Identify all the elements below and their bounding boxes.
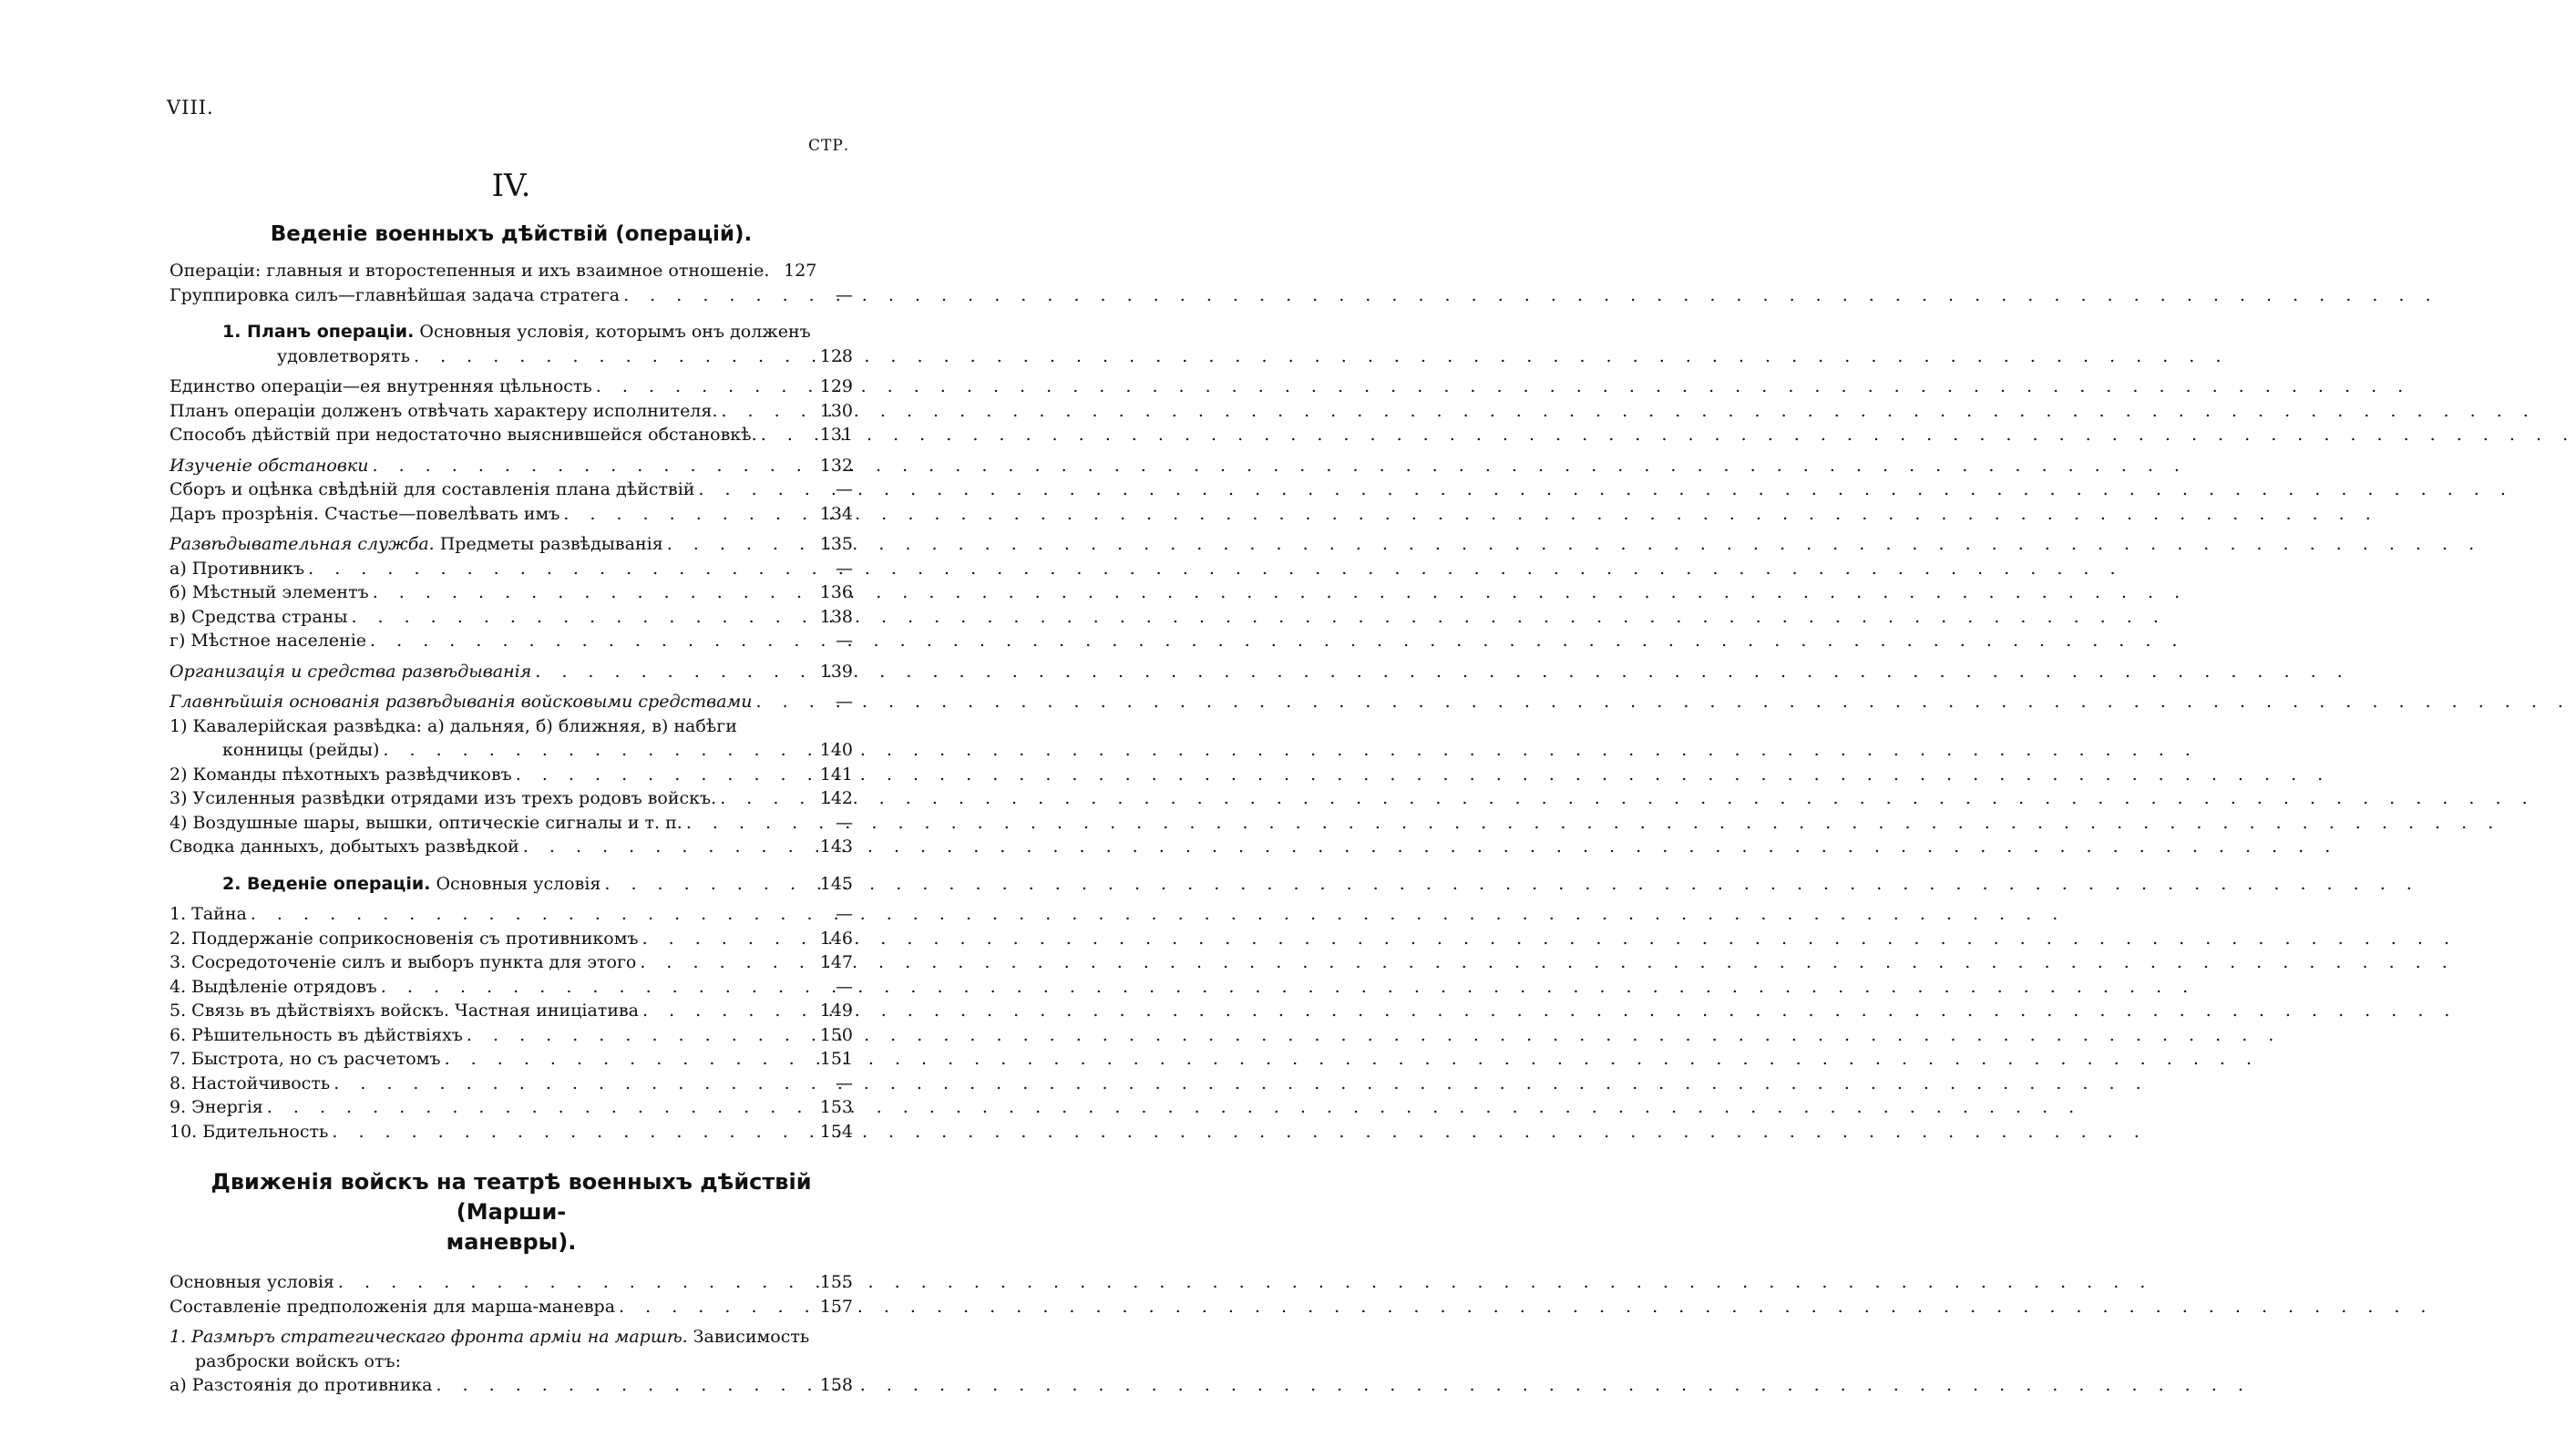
toc-entry-text: 4. Выдѣленіе отрядовъ [169,976,377,997]
toc-entry-text: Группировка силъ—главнѣйшая задача стратега [169,284,621,305]
toc-entry [169,1373,853,1398]
dot-leader [463,1023,806,1048]
dot-leader [682,811,806,836]
toc-entry-text: Единство операціи—ея внутренняя цѣльность [169,376,592,396]
front-entry [169,1325,853,1398]
dot-leader [663,532,806,557]
toc-entry [169,423,853,447]
dot-leader [615,1295,806,1319]
dot-leader [512,763,806,787]
toc-entry [169,283,853,308]
toc-entry-page: 145 [819,873,853,894]
dot-leader [410,344,806,369]
dot-leader [600,872,806,897]
toc-entry [169,872,853,897]
method-items [169,690,853,859]
toc-entry-page: — [836,558,853,579]
toc-entry-page: — [836,692,853,712]
toc-entry [169,1270,853,1295]
toc-entry-text: 1) Кавалерійская развѣдка: а) дальняя, б) ближняя, в) набѣги [169,715,737,736]
toc-entry-page: 138 [819,606,853,627]
dot-leader [717,399,806,424]
toc-entry-page: 127 [784,261,817,281]
toc-entry [169,950,853,975]
toc-entry-page: 149 [819,1001,853,1021]
toc-entry [169,1072,853,1096]
toc-entry [169,375,853,399]
page-column-label: СТР. [808,137,850,155]
toc-entry-page: 143 [819,836,853,857]
toc-entry-text: 9. Энергія [169,1097,263,1117]
toc-entry-text: г) Мѣстное населеніе [169,631,367,651]
toc-entry-text [169,532,663,557]
toc-entry-text: Планъ операціи долженъ отвѣчать характеру исполнителя. [169,400,718,421]
toc-entry [169,714,853,739]
toc-entry-page: — [836,479,853,499]
dot-leader [694,477,806,502]
toc-entry-page: 135 [819,534,853,554]
dot-leader [366,629,806,653]
toc-entry-text: Даръ прозрѣнія. Счастье—повелѣвать имъ [169,503,560,524]
toc-entry-text: 8. Настойчивость [169,1072,331,1093]
toc-entry-page: 150 [819,1024,853,1045]
toc-entry-page: 146 [819,928,853,949]
toc-entry-text [169,1325,809,1350]
toc-entry-text: разброски войскъ отъ: [195,1350,401,1371]
toc-entry-text: Главнѣйшія основанія развѣдыванія войсковыми средствами [169,692,753,712]
toc-entry-italic: Развѣдывательная служба. [169,534,435,554]
toc-entry-page: — [836,284,853,305]
toc-entry-text: 2. Поддержаніе соприкосновенія съ противникомъ [169,928,639,949]
toc-entry [169,629,853,653]
subsection-conduct [169,872,853,897]
toc-entry-text: Сборъ и оцѣнка свѣдѣній для составленія плана дѣйствій [169,479,695,499]
toc-entry-text: Операціи: главныя и второстепенныя и ихъ взаимное отношеніе. [169,261,770,281]
dot-leader [379,738,806,763]
toc-entry [169,738,853,763]
toc-entry [169,1350,853,1374]
toc-entry [169,1325,853,1350]
toc-entry-text [222,872,600,897]
toc-entry-italic: Изученіе обстановки [169,455,369,476]
toc-entry [169,580,853,605]
chapter-title: Веденіе военныхъ дѣйствій (операцій). [270,222,753,246]
toc-entry-page: 147 [819,952,853,972]
toc-entry-page: 131 [819,425,853,445]
toc-entry-text: Организація и средства развѣдыванія [169,661,532,682]
toc-entry-text: 3) Усиленныя развѣдки отрядами изъ трехъ родовъ войскъ. [169,788,717,808]
toc-entry [169,477,853,502]
toc-entry-text: 6. Рѣшительность въ дѣйствіяхъ [169,1024,463,1045]
toc-entry-text: 1. Тайна [169,904,247,924]
toc-entry [169,1047,853,1072]
toc-entry-page: 129 [819,376,853,396]
toc-entry [169,502,853,527]
toc-entry-text: 2) Команды пѣхотныхъ развѣдчиковъ [169,764,512,785]
toc-entry-text: Способъ дѣйствій при недостаточно выяснившейся обстановкѣ. [169,425,757,445]
toc-entry [169,1295,853,1319]
toc-entry [169,763,853,787]
dot-leader [432,1373,806,1398]
dot-leader [559,502,806,527]
subsection-heading-rest: Основныя условія [430,873,601,894]
toc-entry [169,811,853,836]
toc-entry-text: Сводка данныхъ, добытыхъ развѣдкой [169,836,519,857]
toc-entry-text: а) Противникъ [169,558,305,579]
dot-leader [334,1270,806,1295]
dot-leader [247,902,806,927]
toc-entry-text: 4) Воздушные шары, вышки, оптическіе сигналы и т. п. [169,812,682,833]
toc-entry [169,1023,853,1048]
chapter-number: IV. [491,168,531,204]
toc-entry [169,927,853,951]
toc-entry-page: 128 [819,345,853,366]
toc-entry-page: 154 [819,1121,853,1142]
toc-entry-page: 139 [819,661,853,682]
toc-entry [169,605,853,630]
dot-leader [531,660,806,684]
toc-entry-text: Основныя условія [169,1272,334,1292]
chapter-title-2-line2: маневры). [446,1229,577,1255]
toc-entry-page: — [836,1072,853,1093]
subsection-heading [169,320,853,344]
toc-entry-text: 3. Сосредоточеніе силъ и выборъ пункта для этого [169,952,637,972]
subsection-heading-rest: Основныя условія, которымъ онъ долженъ [414,322,811,342]
chapter-title-2 [169,1167,853,1257]
dot-leader [757,423,806,447]
toc-entry [169,975,853,1000]
dot-leader [369,454,806,478]
plan-items [169,375,853,447]
toc-entry-page: 134 [819,503,853,524]
recon-items [169,532,853,653]
toc-entry-page: — [836,631,853,651]
conduct-items [169,902,853,1144]
chapter-title-2-line1: Движенія войскъ на театрѣ военныхъ дѣйствій (Марши- [210,1169,812,1225]
toc-entry-text: 7. Быстрота, но съ расчетомъ [169,1049,441,1069]
toc-entry-page: 141 [819,764,853,785]
toc-entry-page: 157 [819,1296,853,1317]
dot-leader [377,975,806,1000]
subsection-heading-bold: 2. Веденіе операціи. [222,873,431,894]
toc-entry-page: 153 [819,1097,853,1117]
toc-entry-text: б) Мѣстный элементъ [169,582,369,602]
toc-entry-page: 130 [819,400,853,421]
org-items [169,660,853,684]
toc-entry [169,1095,853,1120]
subsection-heading-bold: 1. Планъ операціи. [222,322,415,342]
dot-leader [330,1072,806,1096]
toc-entry-text: Составленіе предположенія для марша-маневра [169,1296,616,1317]
subsection-plan [169,320,853,368]
study-items [169,454,853,527]
toc-entry-italic: 1. Размѣръ стратегическаго фронта арміи на маршѣ. [169,1327,688,1347]
toc-entry-text: удовлетворять [277,345,410,366]
toc-entry-rest: Предметы развѣдыванія [434,534,663,554]
dot-leader [263,1095,806,1120]
toc-entry-text: 10. Бдительность [169,1121,329,1142]
page-number: VIII. [167,97,214,118]
toc-entry-page: 140 [819,740,853,760]
dot-leader [620,283,806,308]
toc-entry-page: 155 [819,1272,853,1292]
toc-entry-page: 136 [819,582,853,602]
dot-leader [639,999,806,1023]
toc-entry-text: 5. Связь въ дѣйствіяхъ войскъ. Частная иниціатива [169,1001,640,1021]
toc-entry-page: 132 [819,455,853,476]
dot-leader [716,786,806,811]
toc-entry-page: — [836,976,853,997]
dot-leader [304,557,806,581]
toc-entry [169,786,853,811]
toc-entry-text: конницы (рейды) [222,740,380,760]
toc-entry [169,399,853,424]
dot-leader [369,580,806,605]
toc-entry [169,454,853,478]
toc-entry-page: — [836,812,853,833]
table-of-contents [169,168,853,1398]
dot-leader [592,375,806,399]
toc-entry [169,835,853,859]
document-page [0,0,1060,1447]
dot-leader [441,1047,806,1072]
toc-entry [169,690,853,714]
toc-entry-rest: Зависимость [687,1327,810,1347]
dot-leader [328,1120,806,1144]
toc-entry-text: а) Разстоянія до противника [169,1375,433,1395]
toc-entry-page: — [836,904,853,924]
dot-leader [639,927,806,951]
toc-entry-text: в) Средства страны [169,606,348,627]
dot-leader [753,690,806,714]
toc-entry-page: 151 [819,1049,853,1069]
dot-leader [347,605,806,630]
toc-entry-page: 142 [819,788,853,808]
toc-entry [169,532,853,557]
toc-entry [169,902,853,927]
toc-entry [169,557,853,581]
toc-entry-text [169,454,369,478]
toc-entry [169,259,853,283]
toc-entry [169,344,853,369]
toc-entry [169,999,853,1023]
toc-entry [169,1120,853,1144]
toc-entry-page: 158 [819,1375,853,1395]
toc-entry [169,660,853,684]
dot-leader [519,835,806,859]
dot-leader [636,950,806,975]
